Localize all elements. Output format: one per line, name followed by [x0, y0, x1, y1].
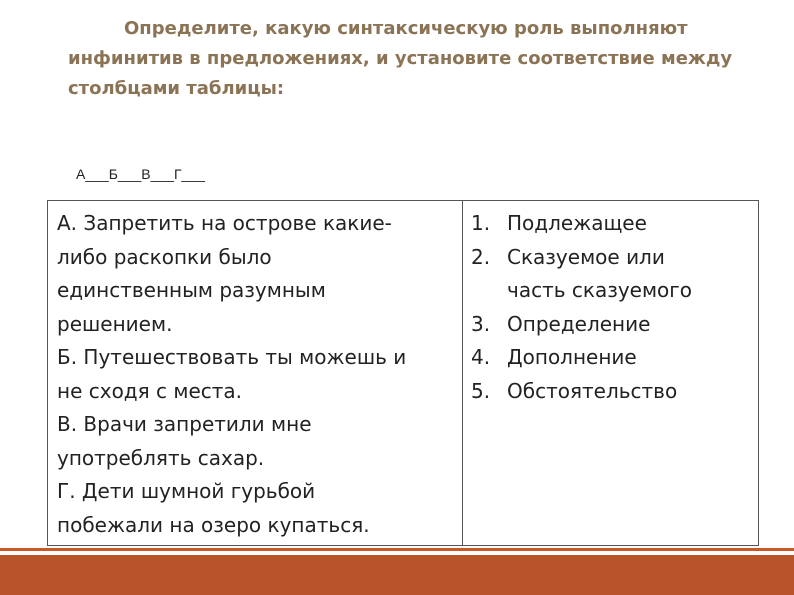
sentence-line: либо раскопки было	[57, 244, 272, 269]
option-label: часть сказуемого	[507, 278, 693, 302]
title-line: Определите, какую синтаксическую роль выполняют	[124, 18, 688, 39]
role-option	[471, 375, 754, 409]
sentence-line: не сходя с места.	[57, 378, 243, 403]
role-option	[471, 308, 754, 342]
answer-template: А___Б___В___Г___	[76, 166, 205, 182]
role-option	[471, 207, 754, 241]
option-number: 4.	[471, 345, 491, 369]
option-number: 2.	[471, 244, 491, 269]
option-number: 5.	[471, 378, 491, 403]
sentence-line: Г. Дети шумной гурьбой	[57, 479, 316, 503]
sentences-column	[48, 201, 463, 546]
title-line: инфинитив в предложениях, и установите соответствие между	[68, 48, 733, 69]
role-option	[471, 341, 754, 375]
sentence-line: единственным разумным	[57, 278, 326, 302]
option-number: 3.	[471, 311, 491, 336]
option-label: Сказуемое или	[507, 244, 665, 269]
roles-column	[463, 201, 759, 546]
sentence-line: В. Врачи запретили мне	[57, 412, 312, 436]
footer-accent-line	[0, 548, 794, 551]
matching-table	[47, 200, 759, 546]
option-label: Подлежащее	[507, 211, 647, 235]
option-label: Определение	[507, 311, 651, 336]
sentence-line: побежали на озеро купаться.	[57, 512, 370, 537]
option-number: 1.	[471, 211, 491, 235]
footer-bar	[0, 555, 794, 595]
option-label: Обстоятельство	[507, 378, 678, 403]
sentence-line: употреблять сахар.	[57, 445, 265, 470]
sentence-line: решением.	[57, 311, 173, 336]
role-option	[471, 241, 754, 308]
sentence-line: А. Запретить на острове какие-	[57, 211, 392, 235]
option-label: Дополнение	[507, 345, 637, 369]
sentence-line: Б. Путешествовать ты можешь и	[57, 345, 407, 369]
title-line: столбцами таблицы:	[68, 78, 285, 99]
task-title	[68, 14, 768, 104]
